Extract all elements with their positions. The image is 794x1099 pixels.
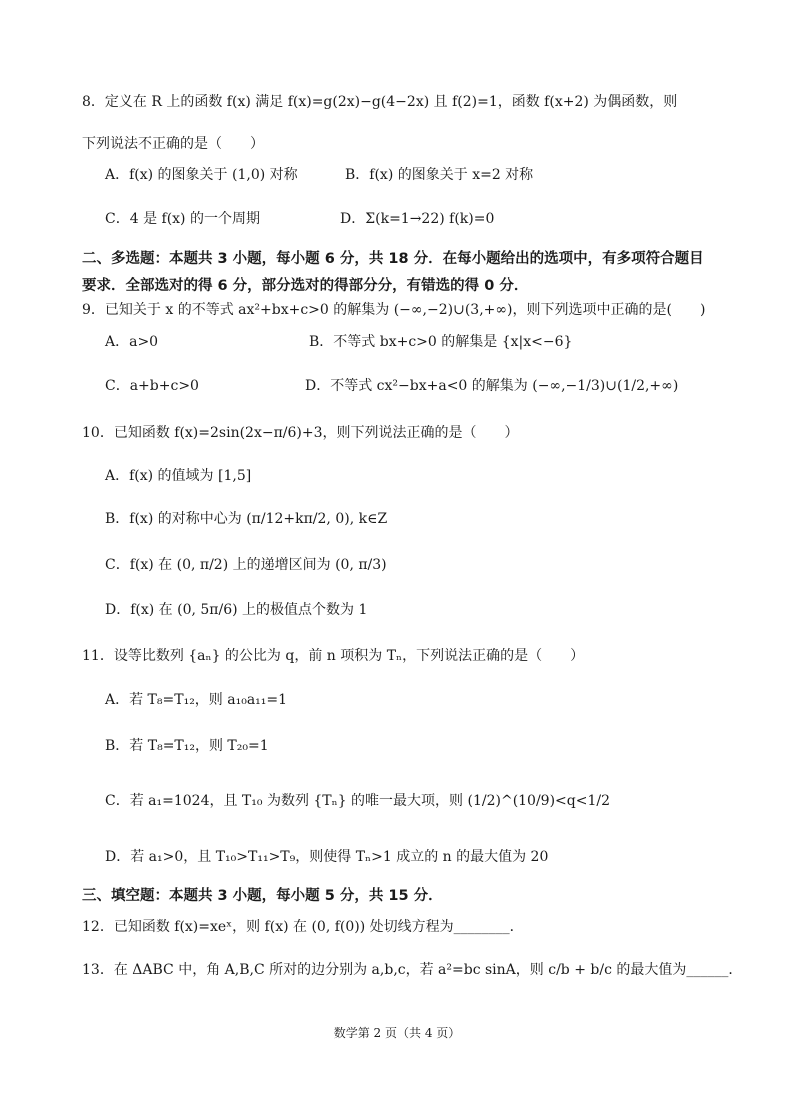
- q10-option-c: C．f(x) 在 (0, π/2) 上的递增区间为 (0, π/3): [105, 557, 387, 573]
- q9-option-d: D．不等式 cx²−bx+a<0 的解集为 (−∞,−1/3)∪(1/2,+∞): [305, 378, 679, 394]
- section2-heading-line2: 要求．全部选对的得 6 分，部分选对的得部分分，有错选的得 0 分．: [82, 278, 529, 294]
- q8-stem-line2: 下列说法不正确的是（ ）: [82, 136, 264, 152]
- q11-stem: 11．设等比数列 {aₙ} 的公比为 q，前 n 项积为 Tₙ，下列说法正确的是（ ）: [82, 648, 585, 664]
- q11-option-c: C．若 a₁=1024，且 T₁₀ 为数列 {Tₙ} 的唯一最大项，则 (1/2)^(10/9)<q<1/2: [105, 793, 611, 809]
- q13-stem: 13．在 ΔABC 中，角 A,B,C 所对的边分别为 a,b,c，若 a²=bc sinA，则 c/b + b/c 的最大值为______．: [82, 962, 743, 978]
- q9-stem: 9．已知关于 x 的不等式 ax²+bx+c>0 的解集为 (−∞,−2)∪(3,+∞)，则下列选项中正确的是( ): [82, 302, 706, 318]
- q8-option-b: B．f(x) 的图象关于 x=2 对称: [345, 167, 534, 183]
- q8-option-c: C．4 是 f(x) 的一个周期: [105, 211, 260, 227]
- q10-option-d: D．f(x) 在 (0, 5π/6) 上的极值点个数为 1: [105, 602, 368, 618]
- q8-option-a: A．f(x) 的图象关于 (1,0) 对称: [105, 167, 298, 183]
- q12-stem: 12．已知函数 f(x)=xeˣ，则 f(x) 在 (0, f(0)) 处切线方程为________．: [82, 919, 524, 935]
- section3-heading: 三、填空题：本题共 3 小题，每小题 5 分，共 15 分．: [82, 888, 443, 904]
- q10-option-b: B．f(x) 的对称中心为 (π/12+kπ/2, 0), k∈Z: [105, 511, 388, 527]
- q9-option-a: A．a>0: [105, 334, 159, 350]
- q11-option-a: A．若 T₈=T₁₂，则 a₁₀a₁₁=1: [105, 692, 288, 708]
- page-footer: 数学第 2 页（共 4 页）: [333, 1026, 461, 1040]
- q11-option-b: B．若 T₈=T₁₂，则 T₂₀=1: [105, 738, 269, 754]
- q11-option-d: D．若 a₁>0，且 T₁₀>T₁₁>T₉，则使得 Tₙ>1 成立的 n 的最大值为 20: [105, 849, 549, 865]
- q10-stem: 10．已知函数 f(x)=2sin(2x−π/6)+3，则下列说法正确的是（ ）: [82, 425, 519, 441]
- q8-option-d: D．Σ(k=1→22) f(k)=0: [340, 211, 495, 227]
- q9-option-c: C．a+b+c>0: [105, 378, 199, 394]
- q10-option-a: A．f(x) 的值域为 [1,5]: [105, 468, 252, 484]
- q9-option-b: B．不等式 bx+c>0 的解集是 {x|x<−6}: [309, 334, 573, 350]
- q8-stem-line1: 8．定义在 R 上的函数 f(x) 满足 f(x)=g(2x)−g(4−2x) 且 f(2)=1，函数 f(x+2) 为偶函数，则: [82, 94, 678, 110]
- section2-heading-line1: 二、多选题：本题共 3 小题，每小题 6 分，共 18 分．在每小题给出的选项中，有多项符合题目: [82, 251, 704, 267]
